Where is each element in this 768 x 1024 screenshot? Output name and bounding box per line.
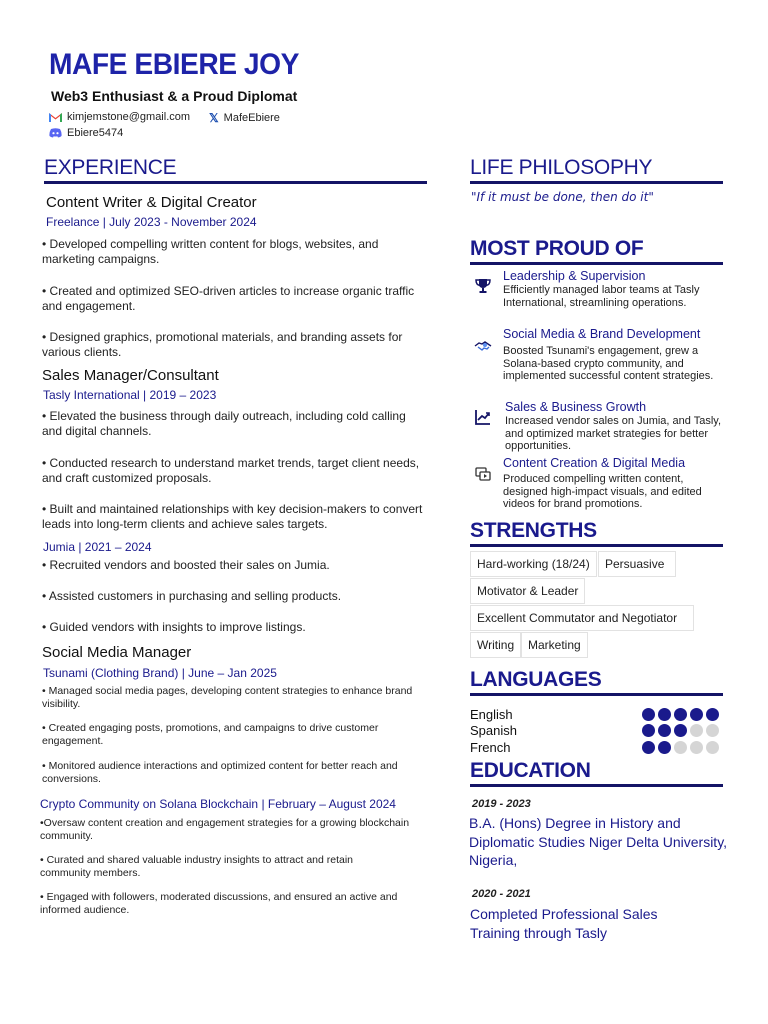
job-subtitle: Crypto Community on Solana Blockchain | February – August 2024 xyxy=(40,797,396,811)
strength-tag: Persuasive xyxy=(598,551,676,577)
education-line: Nigeria, xyxy=(469,852,518,868)
proud-item-title: Content Creation & Digital Media xyxy=(503,456,686,470)
strengths-rule xyxy=(470,544,723,547)
x-logo-icon: 𝕏 xyxy=(209,111,219,125)
proficiency-dot-filled xyxy=(642,724,655,737)
job-title: Sales Manager/Consultant xyxy=(42,367,219,384)
proficiency-dot-filled xyxy=(658,708,671,721)
list-item: • Monitored audience interactions and optimized content for better reach and conversions. xyxy=(42,760,398,785)
proficiency-dot-filled xyxy=(658,724,671,737)
discord-text: Ebiere5474 xyxy=(67,127,124,139)
x-contact[interactable] xyxy=(209,111,280,125)
philosophy-heading: LIFE PHILOSOPHY xyxy=(470,156,653,179)
proficiency-dots xyxy=(642,741,722,754)
job-title: Content Writer & Digital Creator xyxy=(46,194,257,211)
list-item: • Conducted research to understand market trends, target client needs, and craft customized proposals. xyxy=(42,456,420,485)
philosophy-rule xyxy=(470,181,723,184)
experience-heading: EXPERIENCE xyxy=(44,156,177,179)
language-name: English xyxy=(470,706,513,722)
discord-contact[interactable] xyxy=(49,127,123,139)
philosophy-quote: "If it must be done, then do it" xyxy=(471,190,654,204)
proud-item-desc: Efficiently managed labor teams at Tasly International, streamlining operations. xyxy=(503,284,700,309)
list-item: • Created and optimized SEO-driven articles to increase organic traffic and engagement. xyxy=(42,284,415,313)
job-subtitle: Tsunami (Clothing Brand) | June – Jan 2025 xyxy=(43,666,277,680)
language-row xyxy=(470,706,726,723)
most-proud-rule xyxy=(470,262,723,265)
job-subtitle: Jumia | 2021 – 2024 xyxy=(43,540,152,554)
proud-item-desc: Increased vendor sales on Jumia, and Tasly, and optimized market strategies for better opportunities. xyxy=(505,415,722,452)
strength-tag: Excellent Commutator and Negotiator xyxy=(470,605,694,631)
language-name: French xyxy=(470,739,511,755)
job-subtitle: Freelance | July 2023 - November 2024 xyxy=(46,215,257,229)
education-rule xyxy=(470,784,723,787)
proficiency-dot-empty xyxy=(706,724,719,737)
proficiency-dot-filled xyxy=(706,708,719,721)
list-item: • Elevated the business through daily outreach, including cold calling and digital channels. xyxy=(42,409,406,438)
list-item: • Managed social media pages, developing content strategies to enhance brand visibility. xyxy=(42,685,413,710)
education-years: 2019 - 2023 xyxy=(472,798,531,810)
list-item: •Oversaw content creation and engagement strategies for a growing blockchain community. xyxy=(40,817,410,842)
job-title: Social Media Manager xyxy=(42,644,192,661)
proficiency-dot-empty xyxy=(690,724,703,737)
list-item: • Engaged with followers, moderated discussions, and ensured an active and informed audience. xyxy=(40,891,398,916)
list-item: • Developed compelling written content for blogs, websites, and marketing campaigns. xyxy=(42,237,379,266)
growth-chart-icon xyxy=(474,408,492,426)
email-text: kimjemstone@gmail.com xyxy=(67,111,191,123)
strength-tag: Writing xyxy=(470,632,521,658)
proud-item-title: Leadership & Supervision xyxy=(503,269,646,283)
x-handle-text: MafeEbiere xyxy=(223,112,280,124)
language-row xyxy=(470,723,726,740)
education-heading: EDUCATION xyxy=(470,759,591,782)
handshake-icon xyxy=(474,337,492,355)
proficiency-dot-filled xyxy=(674,724,687,737)
trophy-icon xyxy=(474,277,492,295)
proficiency-dots xyxy=(642,724,722,737)
job-subtitle: Tasly International | 2019 – 2023 xyxy=(43,388,217,402)
education-entry xyxy=(470,905,730,942)
education-line: Training through Tasly xyxy=(470,924,607,941)
proud-item-title: Social Media & Brand Development xyxy=(503,327,701,341)
proficiency-dot-filled xyxy=(658,741,671,754)
proud-item-desc: Produced compelling written content, designed high-impact visuals, and edited videos for brand promotions. xyxy=(503,473,702,510)
proficiency-dot-empty xyxy=(674,741,687,754)
proficiency-dot-empty xyxy=(706,741,719,754)
list-item: • Designed graphics, promotional materials, and branding assets for various clients. xyxy=(42,330,403,359)
education-years: 2020 - 2021 xyxy=(472,888,531,900)
most-proud-heading: MOST PROUD OF xyxy=(470,237,644,260)
education-line: Completed Professional Sales xyxy=(470,906,658,922)
list-item: • Recruited vendors and boosted their sales on Jumia. xyxy=(42,558,330,572)
list-item: • Curated and shared valuable industry insights to attract and retain community members. xyxy=(40,854,354,879)
strength-tag: Hard-working (18/24) xyxy=(470,551,597,577)
proud-item-desc: Boosted Tsunami's engagement, grew a Solana-based crypto community, and implemented successful content strategies. xyxy=(503,345,714,382)
list-item: • Assisted customers in purchasing and selling products. xyxy=(42,589,342,603)
strength-tag: Marketing xyxy=(521,632,588,658)
proficiency-dot-filled xyxy=(674,708,687,721)
education-entry xyxy=(469,814,759,870)
gmail-icon xyxy=(49,112,62,122)
proficiency-dot-empty xyxy=(690,741,703,754)
strengths-heading: STRENGTHS xyxy=(470,519,597,542)
education-line: B.A. (Hons) Degree in History and xyxy=(469,815,681,831)
candidate-name: MAFE EBIERE JOY xyxy=(49,48,299,81)
language-row xyxy=(470,739,726,756)
languages-rule xyxy=(470,693,723,696)
proficiency-dots xyxy=(642,708,722,721)
proud-item-title: Sales & Business Growth xyxy=(505,400,647,414)
proficiency-dot-filled xyxy=(642,741,655,754)
list-item: • Guided vendors with insights to improve listings. xyxy=(42,620,306,634)
languages-heading: LANGUAGES xyxy=(470,668,602,691)
language-name: Spanish xyxy=(470,723,517,739)
email-contact[interactable] xyxy=(49,111,190,123)
language-list xyxy=(470,706,726,756)
experience-rule xyxy=(44,181,427,184)
media-icon xyxy=(474,465,492,483)
discord-icon xyxy=(49,128,62,138)
list-item: • Built and maintained relationships with key decision-makers to convert leads into long-term clients and achieve sales targets. xyxy=(42,502,423,531)
proficiency-dot-filled xyxy=(642,708,655,721)
tagline: Web3 Enthusiast & a Proud Diplomat xyxy=(51,88,298,104)
proficiency-dot-filled xyxy=(690,708,703,721)
strength-tag: Motivator & Leader xyxy=(470,578,585,604)
list-item: • Created engaging posts, promotions, and campaigns to drive customer engagement. xyxy=(42,722,379,747)
education-line: Diplomatic Studies Niger Delta University, xyxy=(469,833,728,850)
